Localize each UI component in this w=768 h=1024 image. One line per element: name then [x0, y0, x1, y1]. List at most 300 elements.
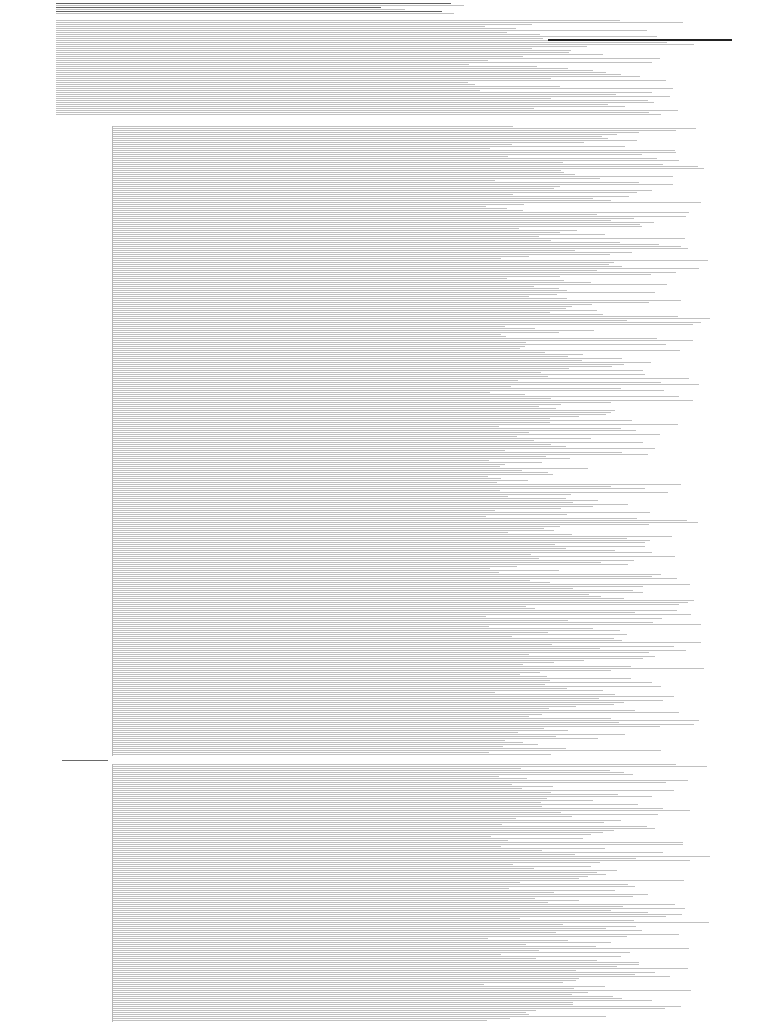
text-line [56, 100, 648, 101]
text-line [113, 434, 660, 435]
text-line [113, 588, 573, 589]
text-line [113, 540, 650, 541]
text-line [113, 604, 679, 605]
text-line [113, 876, 588, 877]
text-line [113, 720, 699, 721]
text-line [113, 680, 550, 681]
text-line [113, 774, 633, 775]
text-line [113, 482, 497, 483]
text-line [113, 562, 601, 563]
text-line [113, 862, 600, 863]
text-line [56, 54, 603, 55]
text-line [113, 578, 677, 579]
text-line [56, 98, 551, 99]
text-line [113, 486, 611, 487]
text-line [113, 634, 627, 635]
text-line [113, 246, 681, 247]
text-line [113, 470, 522, 471]
text-line [56, 70, 593, 71]
text-line [113, 618, 662, 619]
text-line [113, 738, 598, 739]
text-line [113, 882, 520, 883]
text-line [113, 346, 525, 347]
text-line [113, 1014, 529, 1015]
text-line [113, 212, 689, 213]
text-line [113, 900, 579, 901]
text-line [113, 330, 594, 331]
text-line [113, 936, 627, 937]
text-line [113, 856, 710, 857]
text-line [113, 978, 579, 979]
text-line [113, 426, 499, 427]
text-line [113, 924, 563, 925]
text-line [113, 832, 603, 833]
text-line [113, 700, 663, 701]
text-line [56, 76, 640, 77]
text-line [113, 378, 689, 379]
text-line [113, 920, 634, 921]
toolbar [56, 3, 546, 16]
text-line [56, 86, 560, 87]
text-line [113, 322, 701, 323]
text-line [113, 744, 538, 745]
text-line [56, 72, 606, 73]
text-line [113, 448, 655, 449]
text-line [113, 904, 675, 905]
text-line [113, 946, 596, 947]
text-line [113, 992, 588, 993]
text-line [113, 656, 655, 657]
text-line [113, 730, 568, 731]
text-line [113, 584, 690, 585]
text-line [113, 320, 627, 321]
text-line [113, 888, 509, 889]
text-line [113, 806, 542, 807]
text-line [113, 422, 550, 423]
text-line [56, 5, 464, 6]
text-line [113, 1020, 487, 1021]
text-line [113, 286, 534, 287]
text-line [113, 490, 500, 491]
text-line [56, 40, 612, 41]
text-line [113, 314, 603, 315]
text-line [113, 230, 577, 231]
text-line [56, 46, 587, 47]
text-line [113, 534, 572, 535]
text-line [113, 500, 598, 501]
text-line [113, 546, 645, 547]
text-line [56, 56, 523, 57]
text-line [113, 566, 517, 567]
text-line [113, 552, 652, 553]
text-line [113, 152, 676, 153]
text-line [113, 834, 591, 835]
text-line [113, 512, 650, 513]
text-line [56, 36, 657, 37]
text-line [113, 652, 649, 653]
lower-list [112, 764, 711, 1022]
text-line [56, 58, 660, 59]
text-line [113, 136, 602, 137]
text-line [113, 440, 534, 441]
text-line [113, 558, 539, 559]
text-line [56, 74, 621, 75]
text-line [113, 840, 508, 841]
text-line [113, 880, 684, 881]
text-line [113, 1010, 536, 1011]
text-line [113, 910, 611, 911]
text-line [113, 802, 541, 803]
text-line [113, 242, 620, 243]
text-line [113, 896, 633, 897]
text-line [113, 402, 611, 403]
text-line [113, 1008, 665, 1009]
text-line [56, 22, 683, 23]
text-line [113, 964, 639, 965]
text-line [113, 898, 535, 899]
text-line [56, 13, 454, 14]
text-line [113, 932, 556, 933]
text-line [56, 28, 516, 29]
text-line [56, 106, 625, 107]
text-line [113, 994, 572, 995]
text-line [113, 678, 631, 679]
text-line [113, 224, 640, 225]
text-line [113, 816, 572, 817]
text-line [113, 942, 611, 943]
text-line [113, 706, 576, 707]
selection-bar [548, 39, 732, 41]
text-line [113, 560, 634, 561]
text-line [113, 462, 542, 463]
text-line [113, 776, 499, 777]
text-line [113, 830, 614, 831]
text-line [113, 724, 694, 725]
text-line [113, 466, 500, 467]
section-marker [62, 760, 108, 761]
text-line [113, 254, 610, 255]
text-line [113, 410, 615, 411]
text-line [113, 666, 631, 667]
text-line [56, 66, 537, 67]
text-line [113, 190, 652, 191]
text-line [113, 728, 544, 729]
text-line [113, 590, 633, 591]
text-line [113, 248, 688, 249]
text-line [113, 356, 568, 357]
text-line [113, 672, 540, 673]
text-line [113, 954, 501, 955]
text-line [113, 412, 611, 413]
text-line [113, 918, 520, 919]
text-line [113, 670, 611, 671]
text-line [113, 974, 635, 975]
text-line [113, 226, 642, 227]
text-line [56, 42, 667, 43]
text-line [113, 714, 542, 715]
text-line [113, 214, 597, 215]
text-line [113, 210, 523, 211]
text-line [113, 332, 559, 333]
text-line [56, 80, 666, 81]
text-line [113, 980, 576, 981]
text-line [113, 746, 503, 747]
text-line [113, 662, 554, 663]
text-line [113, 228, 519, 229]
text-line [113, 222, 654, 223]
text-line [56, 24, 532, 25]
text-line [113, 970, 576, 971]
text-line [113, 708, 549, 709]
text-line [113, 824, 502, 825]
text-line [113, 380, 518, 381]
text-line [113, 962, 639, 963]
text-line [113, 138, 608, 139]
text-line [113, 128, 696, 129]
text-line [113, 398, 551, 399]
text-line [113, 358, 622, 359]
text-line [113, 968, 688, 969]
text-line [113, 848, 605, 849]
text-line [113, 814, 658, 815]
text-line [113, 350, 680, 351]
text-line [113, 290, 567, 291]
text-line [113, 952, 630, 953]
text-line [113, 498, 566, 499]
text-line [113, 616, 486, 617]
text-line [56, 102, 654, 103]
text-line [113, 850, 542, 851]
text-line [113, 344, 666, 345]
text-line [113, 456, 546, 457]
text-line [113, 646, 674, 647]
text-line [113, 472, 548, 473]
text-line [113, 704, 614, 705]
text-line [113, 686, 661, 687]
text-line [113, 130, 676, 131]
text-line [113, 186, 560, 187]
text-line [113, 294, 557, 295]
text-line [113, 420, 632, 421]
text-line [113, 388, 621, 389]
text-line [113, 1004, 573, 1005]
text-line [113, 956, 621, 957]
text-line [113, 270, 597, 271]
text-line [56, 96, 670, 97]
text-line [113, 866, 591, 867]
text-line [113, 922, 709, 923]
text-line [113, 502, 573, 503]
text-line [113, 454, 648, 455]
text-line [113, 406, 539, 407]
text-line [56, 50, 571, 51]
text-line [113, 164, 663, 165]
text-line [113, 342, 526, 343]
text-line [113, 372, 541, 373]
text-line [113, 592, 643, 593]
text-line [113, 574, 661, 575]
text-line [113, 772, 624, 773]
text-line [113, 282, 591, 283]
text-line [113, 828, 655, 829]
text-line [113, 748, 566, 749]
text-line [113, 232, 560, 233]
text-line [113, 766, 707, 767]
text-line [113, 620, 568, 621]
text-line [113, 496, 508, 497]
text-line [113, 126, 513, 127]
text-line [113, 442, 643, 443]
text-line [113, 844, 683, 845]
text-line [113, 508, 561, 509]
text-line [113, 960, 597, 961]
text-line [113, 796, 652, 797]
text-line [113, 610, 677, 611]
text-line [113, 688, 567, 689]
text-line [113, 272, 676, 273]
text-line [113, 886, 635, 887]
text-line [113, 596, 601, 597]
text-line [56, 88, 673, 89]
text-line [113, 416, 579, 417]
text-line [113, 754, 551, 755]
text-line [113, 302, 649, 303]
text-line [56, 114, 661, 115]
text-line [113, 208, 507, 209]
text-line [113, 690, 603, 691]
text-line [113, 360, 582, 361]
text-line [113, 158, 657, 159]
text-line [113, 348, 520, 349]
text-line [113, 842, 683, 843]
text-line [113, 176, 673, 177]
text-line [56, 78, 551, 79]
text-line [113, 736, 556, 737]
text-line [113, 276, 560, 277]
text-line [113, 156, 508, 157]
text-line [56, 104, 608, 105]
text-line [113, 134, 617, 135]
text-line [56, 92, 652, 93]
text-line [113, 408, 556, 409]
text-line [56, 64, 469, 65]
text-line [113, 284, 667, 285]
text-line [113, 488, 645, 489]
text-line [113, 352, 545, 353]
text-line [113, 150, 675, 151]
text-line [113, 988, 574, 989]
text-line [113, 548, 566, 549]
text-line [113, 368, 569, 369]
text-line [113, 644, 552, 645]
text-line [113, 926, 636, 927]
text-line [56, 82, 468, 83]
text-line [113, 132, 639, 133]
text-line [56, 7, 381, 8]
text-line [113, 790, 674, 791]
text-line [113, 188, 554, 189]
text-line [113, 366, 612, 367]
text-line [113, 310, 597, 311]
text-line [113, 506, 593, 507]
text-line [113, 520, 687, 521]
text-line [113, 732, 518, 733]
text-line [113, 250, 575, 251]
text-line [113, 640, 622, 641]
text-line [113, 594, 589, 595]
text-line [113, 480, 528, 481]
text-line [113, 944, 526, 945]
text-line [113, 718, 611, 719]
text-line [56, 60, 488, 61]
text-line [113, 218, 634, 219]
text-line [113, 436, 517, 437]
text-line [113, 374, 645, 375]
text-line [113, 458, 570, 459]
text-line [56, 62, 652, 63]
text-line [113, 914, 682, 915]
text-line [113, 338, 657, 339]
text-line [113, 174, 575, 175]
text-line [113, 168, 704, 169]
text-line [113, 556, 675, 557]
text-line [113, 530, 554, 531]
text-line [113, 204, 524, 205]
text-line [113, 538, 627, 539]
text-line [113, 264, 609, 265]
text-line [113, 598, 624, 599]
text-line [113, 734, 625, 735]
text-line [113, 668, 704, 669]
text-line [113, 890, 615, 891]
text-line [113, 148, 490, 149]
text-line [113, 966, 617, 967]
text-line [113, 268, 699, 269]
text-line [113, 630, 620, 631]
text-line [113, 288, 559, 289]
text-line [113, 390, 664, 391]
text-line [113, 308, 566, 309]
text-line [113, 1006, 681, 1007]
text-line [113, 884, 628, 885]
text-line [113, 650, 686, 651]
text-line [113, 178, 600, 179]
text-line [113, 220, 611, 221]
text-line [113, 826, 647, 827]
text-line [113, 676, 547, 677]
text-line [113, 602, 688, 603]
text-line [56, 32, 507, 33]
text-line [113, 868, 534, 869]
text-line [113, 874, 606, 875]
text-line [113, 244, 659, 245]
text-line [113, 768, 521, 769]
text-line [113, 336, 506, 337]
text-line [113, 860, 690, 861]
text-line [113, 522, 698, 523]
text-line [56, 94, 616, 95]
text-line [113, 912, 648, 913]
text-line [113, 950, 539, 951]
text-line [56, 90, 480, 91]
text-line [56, 68, 568, 69]
text-line [56, 30, 647, 31]
text-line [113, 536, 672, 537]
text-line [113, 528, 544, 529]
text-line [113, 274, 651, 275]
text-line [113, 166, 698, 167]
text-line [113, 948, 689, 949]
